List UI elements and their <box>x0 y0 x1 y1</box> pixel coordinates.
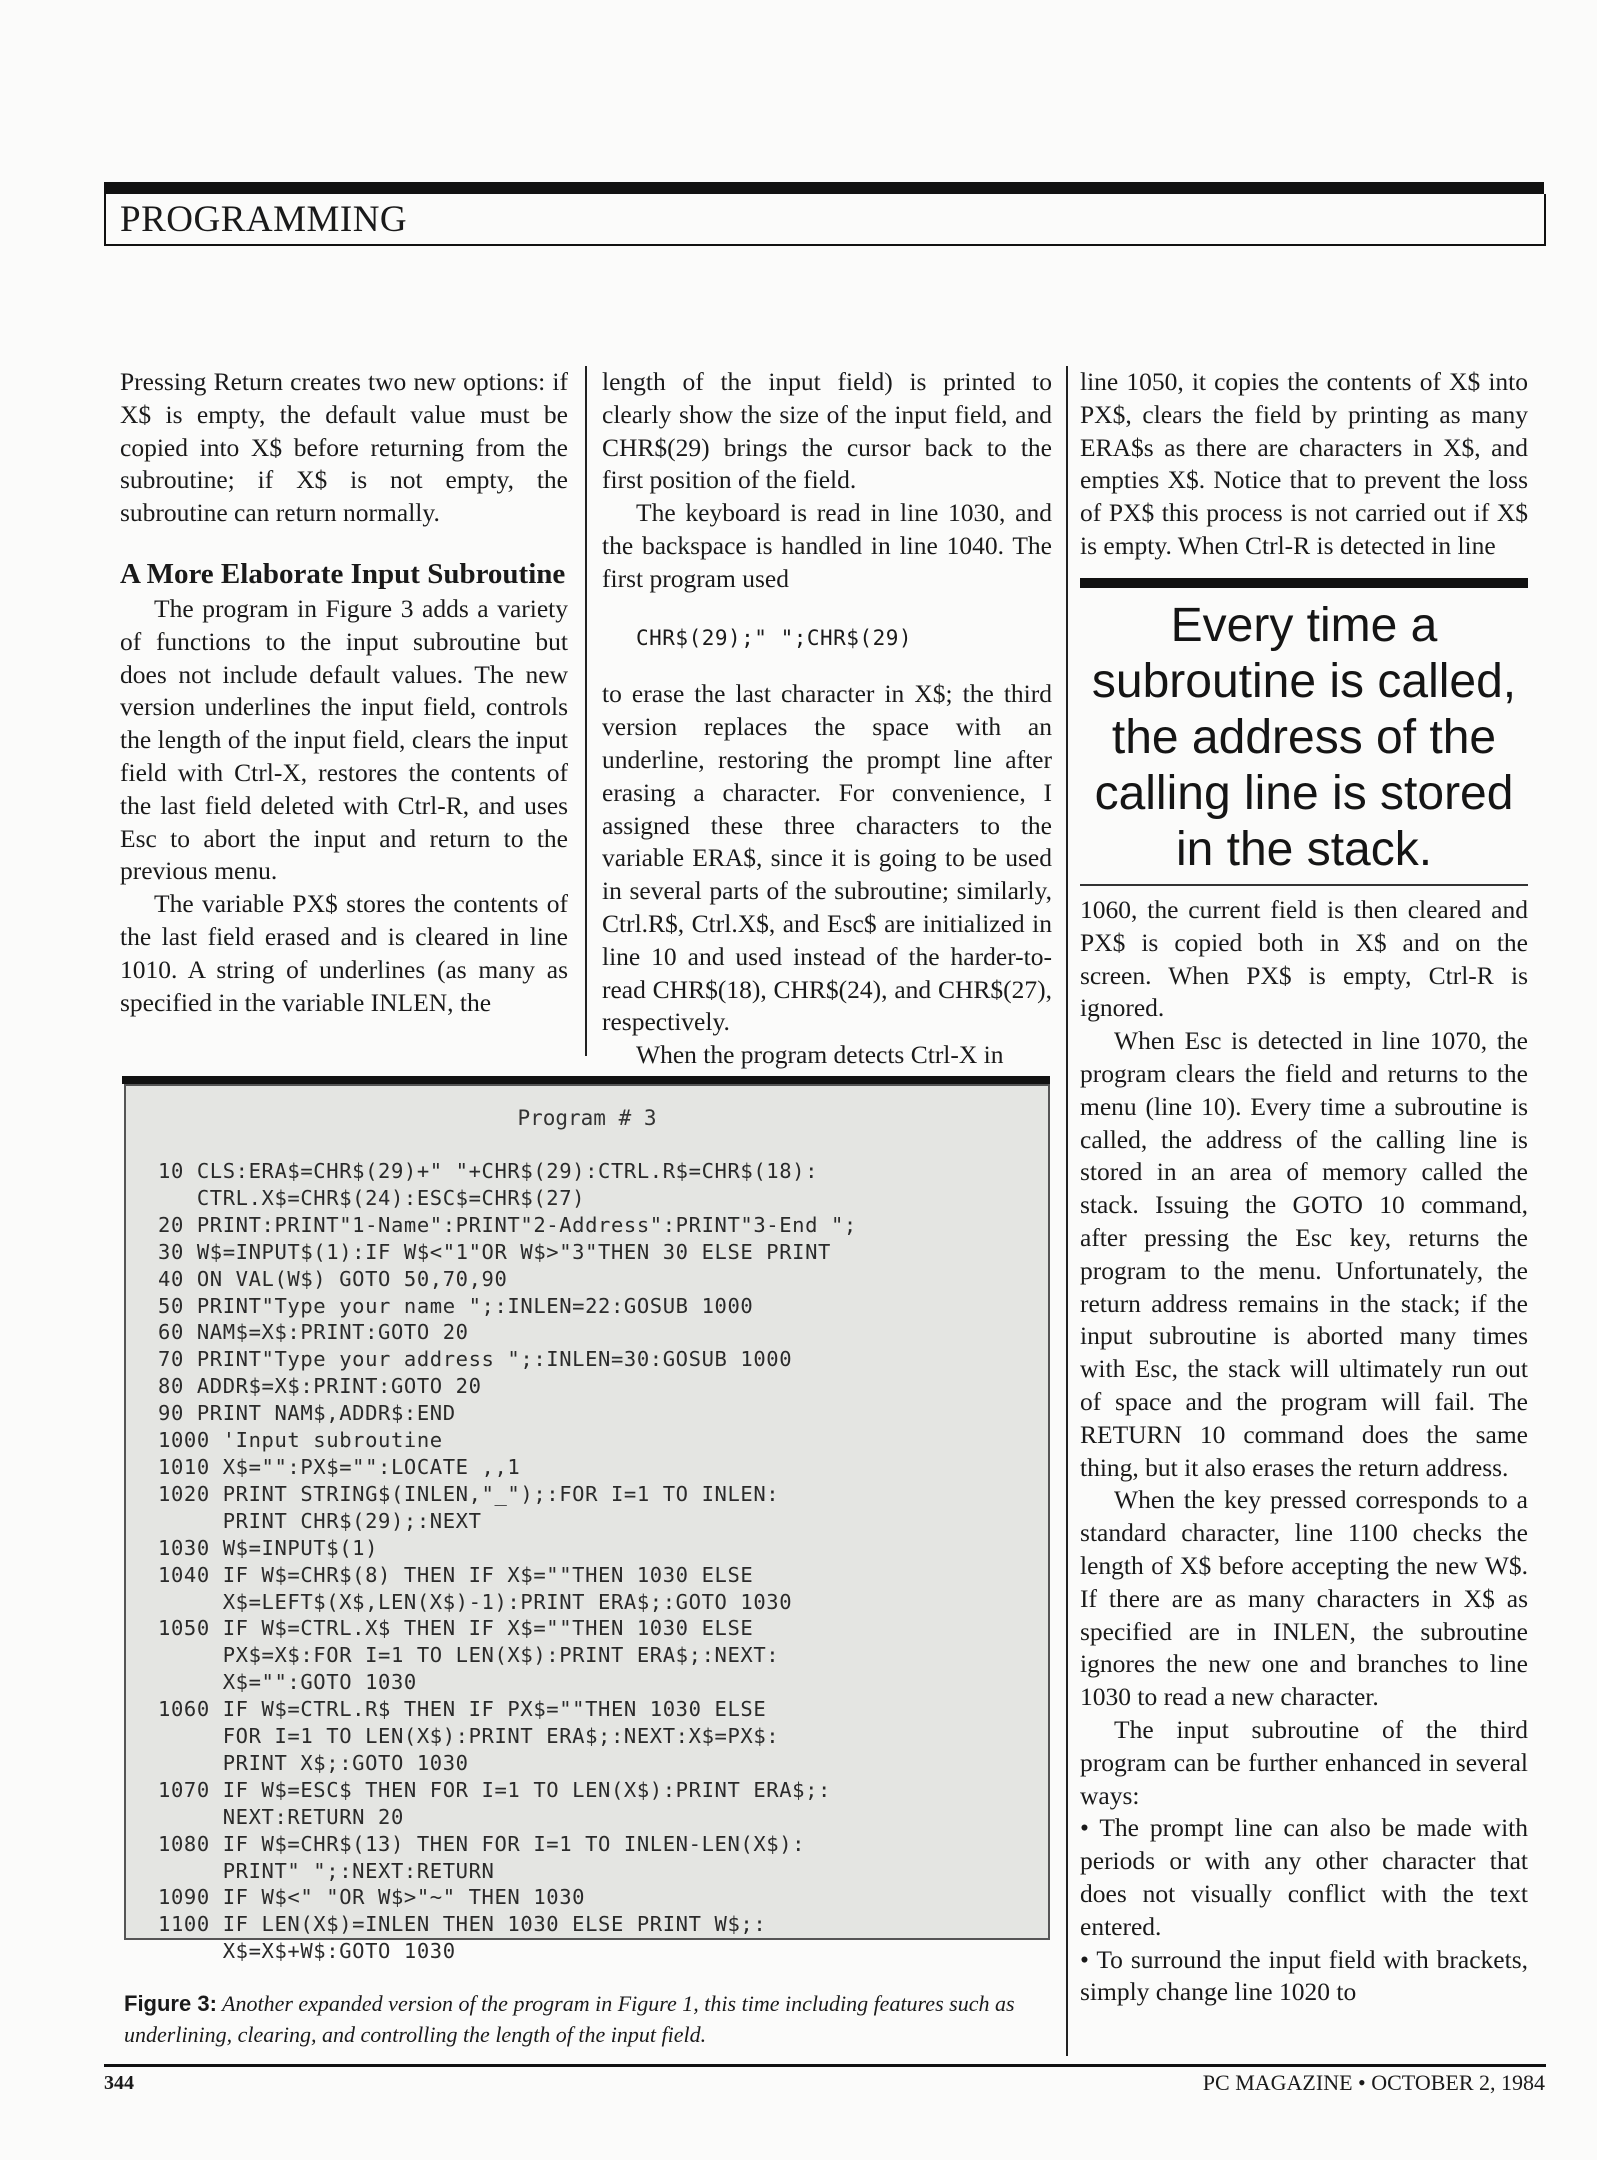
pull-quote-bar <box>1080 578 1528 588</box>
paragraph: The variable PX$ stores the contents of the last field erased and is cleared in line 1010. A string of underlines (as many as specified in the variable INLEN, the <box>120 889 568 1017</box>
publication-footer: PC MAGAZINE • OCTOBER 2, 1984 <box>1202 2070 1545 2095</box>
subheading: A More Elaborate Input Subroutine <box>120 557 566 590</box>
figure-top-bar <box>122 1076 1050 1084</box>
program-listing-figure <box>124 1084 1050 1964</box>
section-title: PROGRAMMING <box>120 199 408 240</box>
footer-rule <box>104 2064 1546 2067</box>
caption-text: Another expanded version of the program in Figure 1, this time including features such as underlining, clearing, and controlling the length of the input field. <box>124 1991 1015 2047</box>
column-divider-1 <box>585 366 587 1056</box>
paragraph: 1060, the current field is then cleared and PX$ is copied both in X$ and on the screen. When PX$ is empty, Ctrl-R is ignored. <box>1080 895 1528 1023</box>
paragraph: The keyboard is read in line 1030, and the backspace is handled in line 1040. The first program used <box>602 498 1052 593</box>
paragraph: line 1050, it copies the contents of X$ into PX$, clears the field by printing as many ERA$s as there are characters in X$, and empties X$. Notice that to prevent the loss of PX$ this process is not carried out if X$ is empty. When Ctrl-R is detected in line <box>1080 367 1528 560</box>
paragraph: The program in Figure 3 adds a variety of functions to the input subroutine but does not include default values. The new version underlines the input field, controls the length of the input field, clears the input field with Ctrl-X, restores the contents of the last field deleted with Ctrl-R, and uses Esc to abort the input and return to the previous menu. <box>120 593 568 886</box>
bullet-item: • To surround the input field with brackets, simply change line 1020 to <box>1080 1944 1528 2007</box>
program-code-listing: 10 CLS:ERA$=CHR$(29)+" "+CHR$(29):CTRL.R$=CHR$(18): CTRL.X$=CHR$(24):ESC$=CHR$(27) 20 PRINT:PRINT"1-Name":PRINT"2-Address":PRINT"3-End "; 30 W$=INPUT$(1):IF W$<"1"OR W$>"3"THEN 30 ELSE PRINT 40 ON VAL(W$) GOTO 50,70,90 50 PRINT"Type your name ";:INLEN=22:GOSUB 1000 60 NAM$=X$:PRINT:GOTO 20 70 PRINT"Type your address ";:INLEN=30:GOSUB 1000 80 ADDR$=X$:PRINT:GOTO 20 90 PRINT NAM$,ADDR$:END 1000 'Input subroutine 1010 X$="":PX$="":LOCATE ,,1 1020 PRINT STRING$(INLEN,"_");:FOR I=1 TO INLEN: PRINT CHR$(29);:NEXT 1030 W$=INPUT$(1) 1040 IF W$=CHR$(8) THEN IF X$=""THEN 1030 ELSE X$=LEFT$(X$,LEN(X$)-1):PRINT ERA$;:GOTO 1030 1050 IF W$=CTRL.X$ THEN IF X$=""THEN 1030 ELSE PX$=X$:FOR I=1 TO LEN(X$):PRINT ERA$;:NEXT: X$="":GOTO 1030 1060 IF W$=CTRL.R$ THEN IF PX$=""THEN 1030 ELSE FOR I=1 TO LEN(X$):PRINT ERA$;:NEXT:X$=PX$: PRINT X$;:GOTO 1030 1070 IF W$=ESC$ THEN FOR I=1 TO LEN(X$):PRINT ERA$;: NEXT:RETURN 20 1080 IF W$=CHR$(13) THEN FOR I=1 TO INLEN-LEN(X$): PRINT" ";:NEXT:RETURN 1090 IF W$<" "OR W$>"~" THEN 1030 1100 IF LEN(X$)=INLEN THEN 1030 ELSE PRINT W$;: X$=X$+W$:GOTO 1030 <box>158 1159 857 1964</box>
article-column-3 <box>1080 894 1528 2009</box>
article-column-3-top <box>1080 366 1528 563</box>
caption-label: Figure 3: <box>124 1991 217 2016</box>
paragraph: to erase the last character in X$; the third version replaces the space with an underline, restoring the prompt line after erasing a character. For convenience, I assigned these three characters to the variable ERA$, since it is going to be used in several parts of the subroutine; similarly, Ctrl.R$, Ctrl.X$, and Esc$ are initialized in line 10 and used instead of the harder-to-read CHR$(18), CHR$(24), and CHR$(27), respectively. <box>602 679 1052 1037</box>
paragraph: When the key pressed corresponds to a standard character, line 1100 checks the length of X$ before accepting the new W$. If there are as many characters in X$ as specified are in INLEN, the subroutine ignores the new one and branches to line 1030 to read a new character. <box>1080 1485 1528 1712</box>
figure-caption <box>124 1988 1052 2050</box>
article-column-2 <box>602 366 1052 1072</box>
paragraph: Pressing Return creates two new options: if X$ is empty, the default value must be copied into X$ before returning from the subroutine; if X$ is not empty, the subroutine can return normally. <box>120 367 568 528</box>
section-header-rule <box>104 244 1546 246</box>
paragraph: The input subroutine of the third program can be further enhanced in several ways: <box>1080 1714 1528 1810</box>
pull-quote: Every time a subroutine is called, the address of the calling line is stored in the stack. <box>1091 599 1517 876</box>
page-number: 344 <box>104 2072 134 2094</box>
pull-quote-rule <box>1080 884 1528 886</box>
column-divider-2 <box>1066 366 1068 2056</box>
program-title: Program # 3 <box>517 1106 657 1130</box>
bullet-item: • The prompt line can also be made with periods or with any other character that does not visually conflict with the text entered. <box>1080 1813 1528 1941</box>
paragraph: length of the input field) is printed to clearly show the size of the input field, and CHR$(29) brings the cursor back to the first position of the field. <box>602 367 1052 495</box>
header-top-bar <box>104 182 1544 194</box>
article-column-1 <box>120 366 568 1019</box>
paragraph: When Esc is detected in line 1070, the program clears the field and returns to the menu (line 10). Every time a subroutine is called, the address of the calling line is stored in an area of memory called the stack. Issuing the GOTO 10 command, after pressing the Esc key, returns the program to the menu. Unfortunately, the return address remains in the stack; if the input subroutine is aborted many times with Esc, the stack will ultimately run out of space and the program will fail. The RETURN 10 command does the same thing, but it also erases the return address. <box>1080 1026 1528 1482</box>
inline-code-snippet: CHR$(29);" ";CHR$(29) <box>636 625 913 650</box>
paragraph: When the program detects Ctrl-X in <box>636 1040 1004 1070</box>
